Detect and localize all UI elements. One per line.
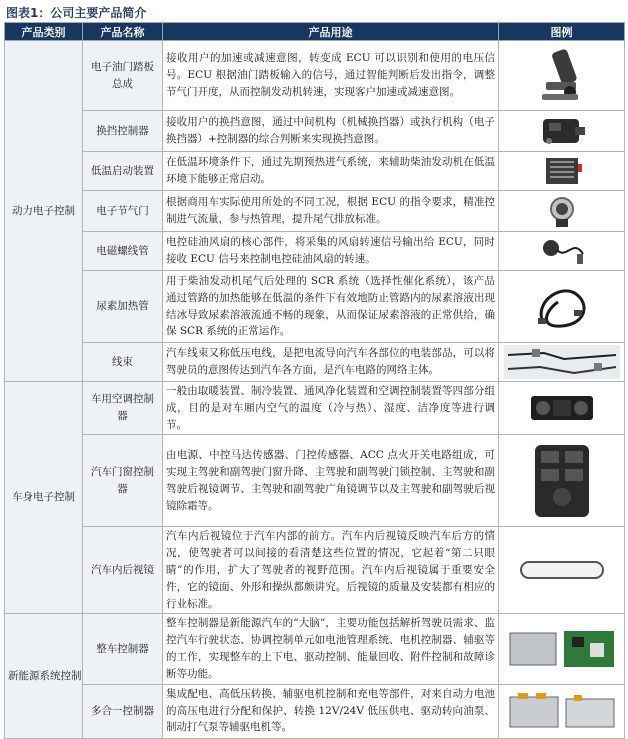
header-image: 图例 <box>499 23 625 41</box>
table-row <box>5 152 625 191</box>
product-name: 尿素加热管 <box>83 271 163 343</box>
product-use: 根据商用车实际使用所处的不同工况，根据 ECU 的指令要求，精准控制进气流量，参与热管理，提升尾气排放标准。 <box>163 191 499 232</box>
header-name: 产品名称 <box>83 23 163 41</box>
table-row <box>5 614 625 684</box>
product-use: 在低温环境条件下，通过先期预热进气系统，来辅助柴油发动机在低温环境下能够正常启动。 <box>163 152 499 191</box>
product-use: 集成配电、高低压转换、辅驱电机控制和充电等部件，对来自动力电池的高压电进行分配和保护、转换 12V/24V 低压供电、驱动转向油泵、制动打气泵等辅驱电机等。 <box>163 684 499 738</box>
table-caption: 图表1：公司主要产品简介 <box>6 6 147 20</box>
product-use: 由电源、中控马达传感器、门控传感器、ACC 点火开关电路组成，可实现主驾驶和副驾驶门窗升降、主驾驶和副驾驶门锁控制、主驾驶和副驾驶后视镜调节、主驾驶和副驾驶广角镜调节以及主驾驶和副驾驶后视镜除霜等。 <box>163 435 499 527</box>
product-use: 用于柴油发动机尾气后处理的 SCR 系统（选择性催化系统），该产品通过管路的加热能够在低温的条件下有效地防止管路内的尿素溶液出现结冰导致尿素溶液流通不畅的现象，从而保证尿素溶液的正常供给，确保 SCR 系统的正常运作。 <box>163 271 499 343</box>
wire-harness-photo <box>499 343 625 382</box>
product-name: 汽车门窗控制器 <box>83 435 163 527</box>
table-row <box>5 382 625 435</box>
accelerator-pedal-photo <box>499 41 625 111</box>
table-row <box>5 41 625 111</box>
ac-controller-photo <box>499 382 625 435</box>
header-use: 产品用途 <box>163 23 499 41</box>
product-use: 整车控制器是新能源汽车的“大脑”，主要功能包括解析驾驶员需求、监控汽车行驶状态、协调控制单元如电池管理系统、电机控制器、辅驱等的工作，实现整车的上下电、驱动控制、能量回收、附件控制和故障诊断等功能。 <box>163 614 499 684</box>
category-body: 车身电子控制 <box>5 382 83 614</box>
table-row <box>5 111 625 152</box>
product-use: 汽车线束又称低压电线，是把电流导向汽车各部位的电装部品，可以将驾驶员的意图传达到汽车各方面，是汽车电路的网络主体。 <box>163 343 499 382</box>
electronic-throttle-photo <box>499 191 625 232</box>
product-name: 线束 <box>83 343 163 382</box>
category-new-energy: 新能源系统控制 <box>5 614 83 738</box>
product-use: 接收用户的加速或减速意图，转变成 ECU 可以识别和使用的电压信号。ECU 根据油门踏板输入的信号，通过智能判断后发出指令，调整节气门开度，从而控制发动机转速，实现客户加速或减速意图。 <box>163 41 499 111</box>
product-name: 电子节气门 <box>83 191 163 232</box>
urea-heating-pipe-photo <box>499 271 625 343</box>
table-row <box>5 191 625 232</box>
product-name: 低温启动装置 <box>83 152 163 191</box>
cold-start-heater-photo <box>499 152 625 191</box>
window-controller-photo <box>499 435 625 527</box>
vehicle-controller-photo <box>499 614 625 684</box>
rearview-mirror-photo <box>499 527 625 614</box>
product-name: 整车控制器 <box>83 614 163 684</box>
product-use: 接收用户的换挡意图，通过中间机构（机械换挡器）或执行机构（电子换挡器）+控制器的综合判断来实现换挡意图。 <box>163 111 499 152</box>
product-use: 电控硅油风扇的核心部件，将采集的风扇转速信号输出给 ECU，同时接收 ECU 信号来控制电控硅油风扇的转速。 <box>163 232 499 271</box>
product-name: 多合一控制器 <box>83 684 163 738</box>
product-name: 电子油门踏板总成 <box>83 41 163 111</box>
table-row <box>5 343 625 382</box>
product-name: 汽车内后视镜 <box>83 527 163 614</box>
table-row <box>5 271 625 343</box>
table-row <box>5 232 625 271</box>
table-row <box>5 684 625 738</box>
multi-in-one-controller-photo <box>499 684 625 738</box>
header-category: 产品类别 <box>5 23 83 41</box>
product-name: 电磁螺线管 <box>83 232 163 271</box>
product-name: 换挡控制器 <box>83 111 163 152</box>
shift-controller-photo <box>499 111 625 152</box>
table-row <box>5 435 625 527</box>
table-row <box>5 527 625 614</box>
solenoid-photo <box>499 232 625 271</box>
product-use: 一般由取暖装置、制冷装置、通风净化装置和空调控制装置等四部分组成，目的是对车厢内空气的温度（冷与热）、湿度、洁净度等进行调节。 <box>163 382 499 435</box>
product-table <box>4 22 625 739</box>
category-powertrain: 动力电子控制 <box>5 41 83 382</box>
product-name: 车用空调控制器 <box>83 382 163 435</box>
product-use: 汽车内后视镜位于汽车内部的前方。汽车内后视镜反映汽车后方的情况，使驾驶者可以间接的看清楚这些位置的情况，它起着“第二只眼睛”的作用，扩大了驾驶者的视野范围。汽车内后视镜属于重要安全件，它的镜面、外形和操纵都颇讲究。后视镜的质量及安装都有相应的行业标准。 <box>163 527 499 614</box>
header-row <box>5 23 625 41</box>
